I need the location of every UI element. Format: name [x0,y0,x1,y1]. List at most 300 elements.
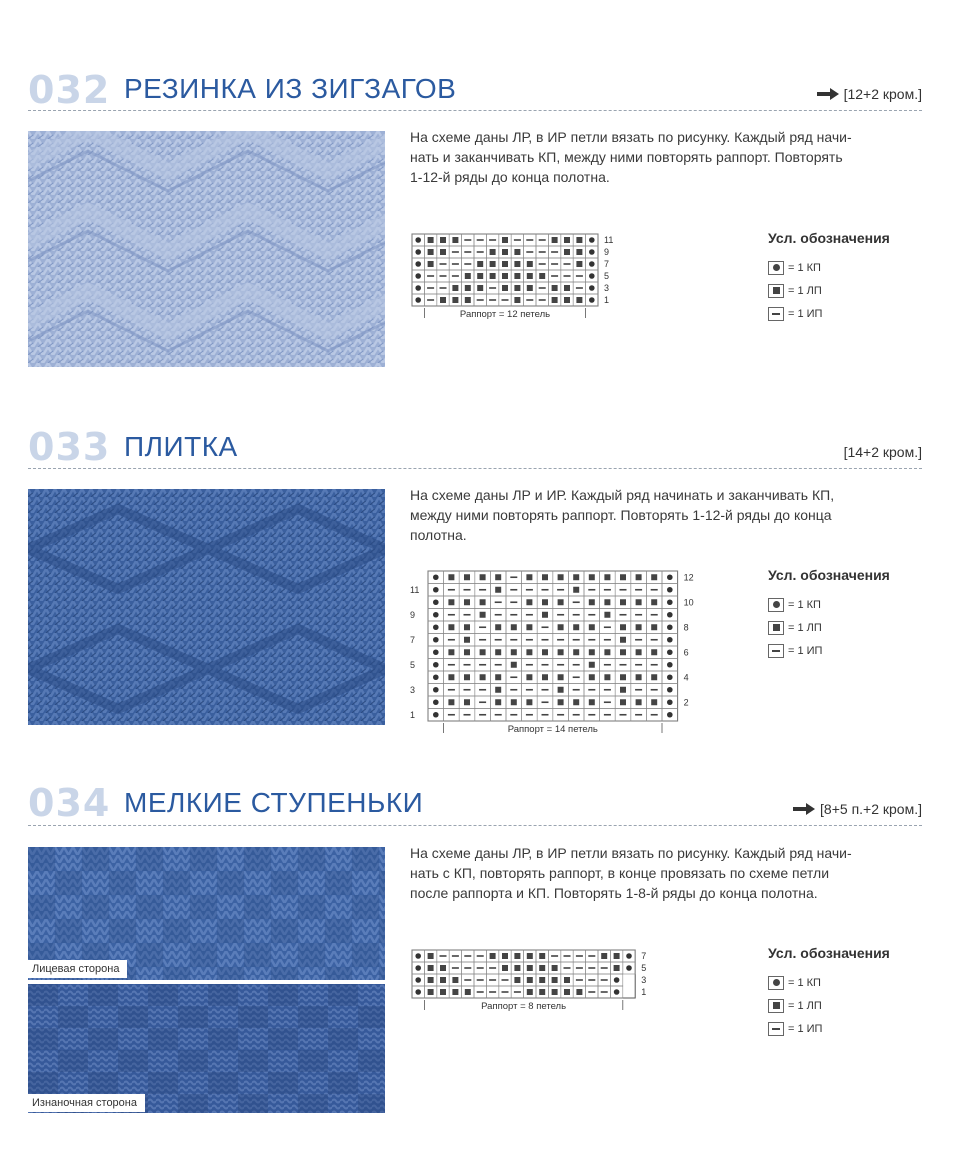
knit-stitch-mark [502,249,508,255]
purl-stitch-mark [539,299,546,301]
knit-stitch-mark [651,699,657,705]
purl-stitch-mark [620,714,627,716]
pattern-description [410,485,925,545]
knit-stitch-mark [502,953,508,959]
knit-stitch-mark [558,599,564,605]
purl-stitch-mark [542,701,549,703]
knit-photo-front [28,847,385,980]
purl-stitch-mark [588,955,595,957]
knit-stitch-mark [490,249,496,255]
knit-stitch-mark [452,297,458,303]
purl-stitch-mark [635,589,642,591]
knit-stitch-mark [464,574,470,580]
purl-stitch-mark [452,967,459,969]
knit-stitch-mark [589,574,595,580]
knit-stitch-mark [448,649,454,655]
purl-stitch-mark [448,689,455,691]
knit-stitch-mark [428,249,434,255]
purl-stitch-mark [588,967,595,969]
edge-stitch-mark [589,273,595,279]
purl-stitch-mark [601,991,608,993]
knit-stitch-mark [514,965,520,971]
purl-stitch-mark [440,287,447,289]
knit-stitch-mark [573,574,579,580]
legend-item-lp: = 1 ЛП [768,994,890,1017]
purl-stitch-mark [464,979,471,981]
repeat-label: Раппорт = 8 петель [481,1001,567,1012]
legend-title: Усл. обозначения [768,945,890,961]
edge-stitch-mark [667,712,673,718]
knit-stitch-mark [526,624,532,630]
knitting-chart [408,230,668,330]
edge-stitch-mark [415,261,421,267]
legend [768,945,890,1040]
purl-stitch-mark [489,287,496,289]
row-number: 2 [683,697,689,708]
row-number: 7 [641,951,647,961]
knit-stitch-mark [539,953,545,959]
purl-stitch-mark [557,614,564,616]
knit-stitch-mark [604,649,610,655]
purl-stitch-mark [539,239,546,241]
purl-stitch-mark [635,714,642,716]
edge-stitch-symbol-icon [768,598,784,612]
knit-stitch-mark [552,977,558,983]
purl-stitch-mark [564,955,571,957]
purl-stitch-mark [588,614,595,616]
purl-stitch-mark [551,263,558,265]
knit-stitch-mark [440,297,446,303]
purl-stitch-mark [489,299,496,301]
knit-stitch-mark [464,699,470,705]
description-line: полотна. [410,527,467,543]
purl-stitch-mark [510,614,517,616]
knit-stitch-mark [576,989,582,995]
knit-stitch-mark [514,297,520,303]
purl-stitch-mark [542,626,549,628]
purl-stitch-mark [576,955,583,957]
knit-stitch-mark [589,649,595,655]
knit-stitch-mark [502,285,508,291]
knit-stitch-mark [589,624,595,630]
knit-stitch-mark [526,699,532,705]
row-number: 6 [683,647,689,658]
knit-stitch-mark [539,977,545,983]
description-line: нать с КП, повторять раппорт, в конце провязать по схеме петли [410,865,830,881]
purl-stitch-mark [452,955,459,957]
knit-stitch-mark [526,674,532,680]
knit-stitch-mark [448,674,454,680]
edge-stitch-mark [415,249,421,255]
purl-stitch-mark [510,676,517,678]
knit-stitch-mark [464,599,470,605]
edge-stitch-mark [433,599,439,605]
row-number: 8 [683,622,689,633]
edge-stitch-mark [433,612,439,618]
purl-stitch-mark [588,639,595,641]
purl-stitch-mark [479,701,486,703]
purl-stitch-mark [651,639,658,641]
knit-stitch-mark [558,649,564,655]
edge-stitch-mark [667,637,673,643]
purl-stitch-mark [635,639,642,641]
edge-stitch-mark [589,261,595,267]
knit-stitch-mark [636,624,642,630]
purl-stitch-mark [539,263,546,265]
knit-stitch-mark [539,989,545,995]
purl-stitch-mark [620,614,627,616]
repeat-label: Раппорт = 12 петель [459,309,551,320]
section-divider [28,825,922,830]
knit-stitch-mark [452,989,458,995]
knit-stitch-mark [448,599,454,605]
purl-stitch-mark [526,664,533,666]
knit-stitch-mark [514,977,520,983]
row-number: 5 [604,271,610,281]
knit-stitch-mark [452,977,458,983]
purl-stitch-mark [464,239,471,241]
purl-stitch-mark [464,714,471,716]
edge-stitch-mark [626,965,632,971]
purl-stitch-mark [477,239,484,241]
purl-stitch-mark [588,714,595,716]
knit-photo [28,489,385,725]
purl-stitch-mark [510,689,517,691]
knit-stitch-mark [573,587,579,593]
legend [768,230,890,325]
purl-stitch-mark [477,991,484,993]
knit-stitch-mark [620,674,626,680]
knit-stitch-mark [452,285,458,291]
purl-stitch-mark [448,664,455,666]
edge-stitch-mark [433,637,439,643]
legend-title: Усл. обозначения [768,567,890,583]
purl-stitch-mark [464,251,471,253]
purl-stitch-mark [557,714,564,716]
purl-stitch-mark [477,299,484,301]
purl-stitch-mark [564,263,571,265]
knit-stitch-mark [589,599,595,605]
knit-stitch-mark [495,687,501,693]
knit-stitch-mark [573,624,579,630]
section-divider [28,110,922,115]
purl-stitch-mark [464,263,471,265]
knit-stitch-mark [526,599,532,605]
edge-stitch-mark [589,297,595,303]
purl-stitch-mark [479,639,486,641]
knit-stitch-mark [636,649,642,655]
knit-stitch-mark [636,674,642,680]
purl-stitch-mark [452,263,459,265]
pattern-description [410,127,925,187]
pattern-title: РЕЗИНКА ИЗ ЗИГЗАГОВ [124,73,457,104]
legend-item-kp: = 1 КП [768,256,890,279]
knit-stitch-symbol-icon [768,999,784,1013]
description-line: На схеме даны ЛР и ИР. Каждый ряд начинать и заканчивать КП, [410,487,835,503]
purl-stitch-mark [542,664,549,666]
purl-stitch-mark [573,714,580,716]
knit-stitch-mark [490,953,496,959]
edge-stitch-mark [667,649,673,655]
purl-stitch-mark [502,991,509,993]
row-number: 12 [683,572,694,583]
purl-stitch-mark [604,589,611,591]
knitting-chart [404,567,714,742]
purl-stitch-mark [477,979,484,981]
description-line: между ними повторять раппорт. Повторять 1-12-й ряды до конца [410,507,832,523]
edge-stitch-mark [433,587,439,593]
purl-stitch-mark [604,689,611,691]
purl-stitch-mark [477,251,484,253]
knit-stitch-mark [452,237,458,243]
knit-stitch-mark [514,285,520,291]
knit-stitch-mark [502,965,508,971]
purl-stitch-mark [479,664,486,666]
knit-stitch-mark [636,699,642,705]
knit-stitch-mark [542,649,548,655]
knit-stitch-mark [511,699,517,705]
purl-stitch-mark [464,589,471,591]
purl-stitch-mark [588,589,595,591]
knit-stitch-mark [539,273,545,279]
description-line: после раппорта и КП. Повторять 1-8-й ряды до конца полотна. [410,885,818,901]
knit-stitch-mark [495,574,501,580]
purl-stitch-mark [526,251,533,253]
knit-stitch-mark [552,237,558,243]
purl-stitch-mark [489,967,496,969]
purl-stitch-mark [510,576,517,578]
knit-stitch-mark [604,599,610,605]
knit-stitch-mark [428,989,434,995]
purl-stitch-mark [573,689,580,691]
purl-stitch-symbol-icon [768,644,784,658]
knit-stitch-mark [620,649,626,655]
stitch-count [817,86,922,102]
knit-stitch-mark [564,249,570,255]
knit-stitch-mark [651,574,657,580]
purl-stitch-mark [651,689,658,691]
purl-stitch-mark [514,239,521,241]
knit-stitch-mark [448,624,454,630]
knit-stitch-mark [465,285,471,291]
edge-stitch-mark [589,237,595,243]
knit-stitch-mark [573,649,579,655]
knit-stitch-mark [527,977,533,983]
purl-stitch-mark [464,664,471,666]
knit-stitch-mark [542,674,548,680]
pattern-number: 033 [28,425,111,469]
knit-stitch-mark [502,237,508,243]
purl-stitch-mark [464,967,471,969]
edge-stitch-mark [667,674,673,680]
edge-stitch-mark [415,953,421,959]
row-number: 9 [604,247,610,257]
purl-stitch-mark [620,589,627,591]
stitch-count-text: [12+2 кром.] [843,86,922,102]
purl-stitch-mark [542,689,549,691]
knit-stitch-mark [527,273,533,279]
edge-stitch-mark [433,674,439,680]
purl-stitch-mark [502,299,509,301]
knit-stitch-mark [448,699,454,705]
purl-stitch-mark [564,275,571,277]
knit-stitch-mark [558,699,564,705]
knit-stitch-mark [604,674,610,680]
purl-stitch-mark [576,979,583,981]
purl-stitch-mark [557,639,564,641]
purl-stitch-mark [651,589,658,591]
edge-stitch-mark [415,989,421,995]
purl-stitch-mark [588,689,595,691]
knit-stitch-mark [527,261,533,267]
edge-stitch-mark [433,712,439,718]
edge-stitch-mark [415,977,421,983]
purl-stitch-mark [495,714,502,716]
knit-stitch-mark [514,273,520,279]
knit-stitch-mark [589,699,595,705]
knit-stitch-mark [539,965,545,971]
knit-stitch-mark [428,237,434,243]
knit-stitch-mark [564,285,570,291]
purl-stitch-mark [551,955,558,957]
knit-stitch-mark [465,989,471,995]
knit-stitch-mark [511,649,517,655]
pattern-title: МЕЛКИЕ СТУПЕНЬКИ [124,787,424,818]
knit-stitch-mark [490,273,496,279]
purl-stitch-mark [477,955,484,957]
pattern-description [410,843,925,903]
purl-stitch-mark [510,639,517,641]
purl-stitch-mark [551,275,558,277]
knit-stitch-mark [440,989,446,995]
knit-stitch-mark [465,297,471,303]
knit-stitch-mark [477,273,483,279]
knit-stitch-mark [573,699,579,705]
purl-stitch-mark [510,714,517,716]
purl-stitch-mark [604,701,611,703]
knit-stitch-mark [428,261,434,267]
knit-texture-photo [28,131,385,367]
knit-stitch-mark [552,297,558,303]
pattern-number: 032 [28,68,111,112]
knit-stitch-mark [651,674,657,680]
purl-stitch-mark [604,626,611,628]
edge-stitch-symbol-icon [768,976,784,990]
knit-stitch-mark [558,574,564,580]
edge-stitch-mark [433,687,439,693]
knit-stitch-mark [558,687,564,693]
row-number: 1 [641,987,647,997]
knit-stitch-mark [651,624,657,630]
purl-stitch-mark [573,601,580,603]
purl-stitch-mark [427,275,434,277]
knit-stitch-mark [526,649,532,655]
purl-stitch-mark [477,967,484,969]
knit-stitch-mark [651,649,657,655]
purl-stitch-mark [440,263,447,265]
edge-stitch-symbol-icon [768,261,784,275]
row-number: 10 [683,597,694,608]
legend-item-kp: = 1 КП [768,593,890,616]
purl-stitch-mark [479,626,486,628]
purl-stitch-mark [604,639,611,641]
purl-stitch-mark [427,299,434,301]
purl-stitch-mark [452,275,459,277]
purl-stitch-mark [601,967,608,969]
purl-stitch-mark [539,287,546,289]
legend-item-ip: = 1 ИП [768,639,890,662]
row-number: 3 [641,975,647,985]
pattern-number: 034 [28,781,111,825]
row-number: 1 [410,709,416,720]
knit-stitch-mark [428,977,434,983]
purl-stitch-mark [557,664,564,666]
knit-stitch-mark [552,285,558,291]
knit-stitch-mark [576,261,582,267]
legend [768,567,890,662]
knit-stitch-mark [527,285,533,291]
edge-stitch-mark [667,687,673,693]
purl-stitch-mark [502,979,509,981]
purl-stitch-mark [495,601,502,603]
knit-stitch-mark [495,649,501,655]
purl-stitch-mark [651,664,658,666]
knit-stitch-mark [651,599,657,605]
knit-stitch-mark [480,574,486,580]
edge-stitch-mark [415,297,421,303]
knit-stitch-mark [614,953,620,959]
knit-stitch-mark [636,574,642,580]
description-line: нать и заканчивать КП, между ними повторять раппорт. Повторять [410,149,843,165]
knit-stitch-mark [511,624,517,630]
edge-stitch-mark [415,965,421,971]
knit-stitch-mark [428,965,434,971]
knit-stitch-mark [564,977,570,983]
edge-stitch-mark [614,977,620,983]
knit-stitch-mark [604,574,610,580]
knit-stitch-mark [480,612,486,618]
knit-stitch-mark [620,574,626,580]
knit-stitch-mark [440,965,446,971]
edge-stitch-mark [433,624,439,630]
knit-stitch-mark [440,237,446,243]
purl-stitch-mark [479,714,486,716]
knit-stitch-mark [514,261,520,267]
knit-stitch-mark [480,649,486,655]
section-divider [28,468,922,473]
arrow-right-icon [793,803,815,815]
edge-stitch-mark [433,649,439,655]
knit-stitch-symbol-icon [768,621,784,635]
knit-stitch-mark [428,953,434,959]
edge-stitch-mark [433,662,439,668]
purl-stitch-mark [573,639,580,641]
knit-stitch-mark [464,649,470,655]
purl-stitch-mark [551,251,558,253]
knit-stitch-mark [527,965,533,971]
purl-stitch-mark [576,275,583,277]
purl-stitch-mark [526,239,533,241]
knit-stitch-mark [502,261,508,267]
purl-stitch-mark [495,614,502,616]
purl-stitch-symbol-icon [768,307,784,321]
knit-stitch-mark [502,273,508,279]
edge-stitch-mark [667,699,673,705]
knit-stitch-mark [514,249,520,255]
knit-stitch-mark [464,624,470,630]
purl-stitch-mark [489,979,496,981]
knit-stitch-mark [526,574,532,580]
